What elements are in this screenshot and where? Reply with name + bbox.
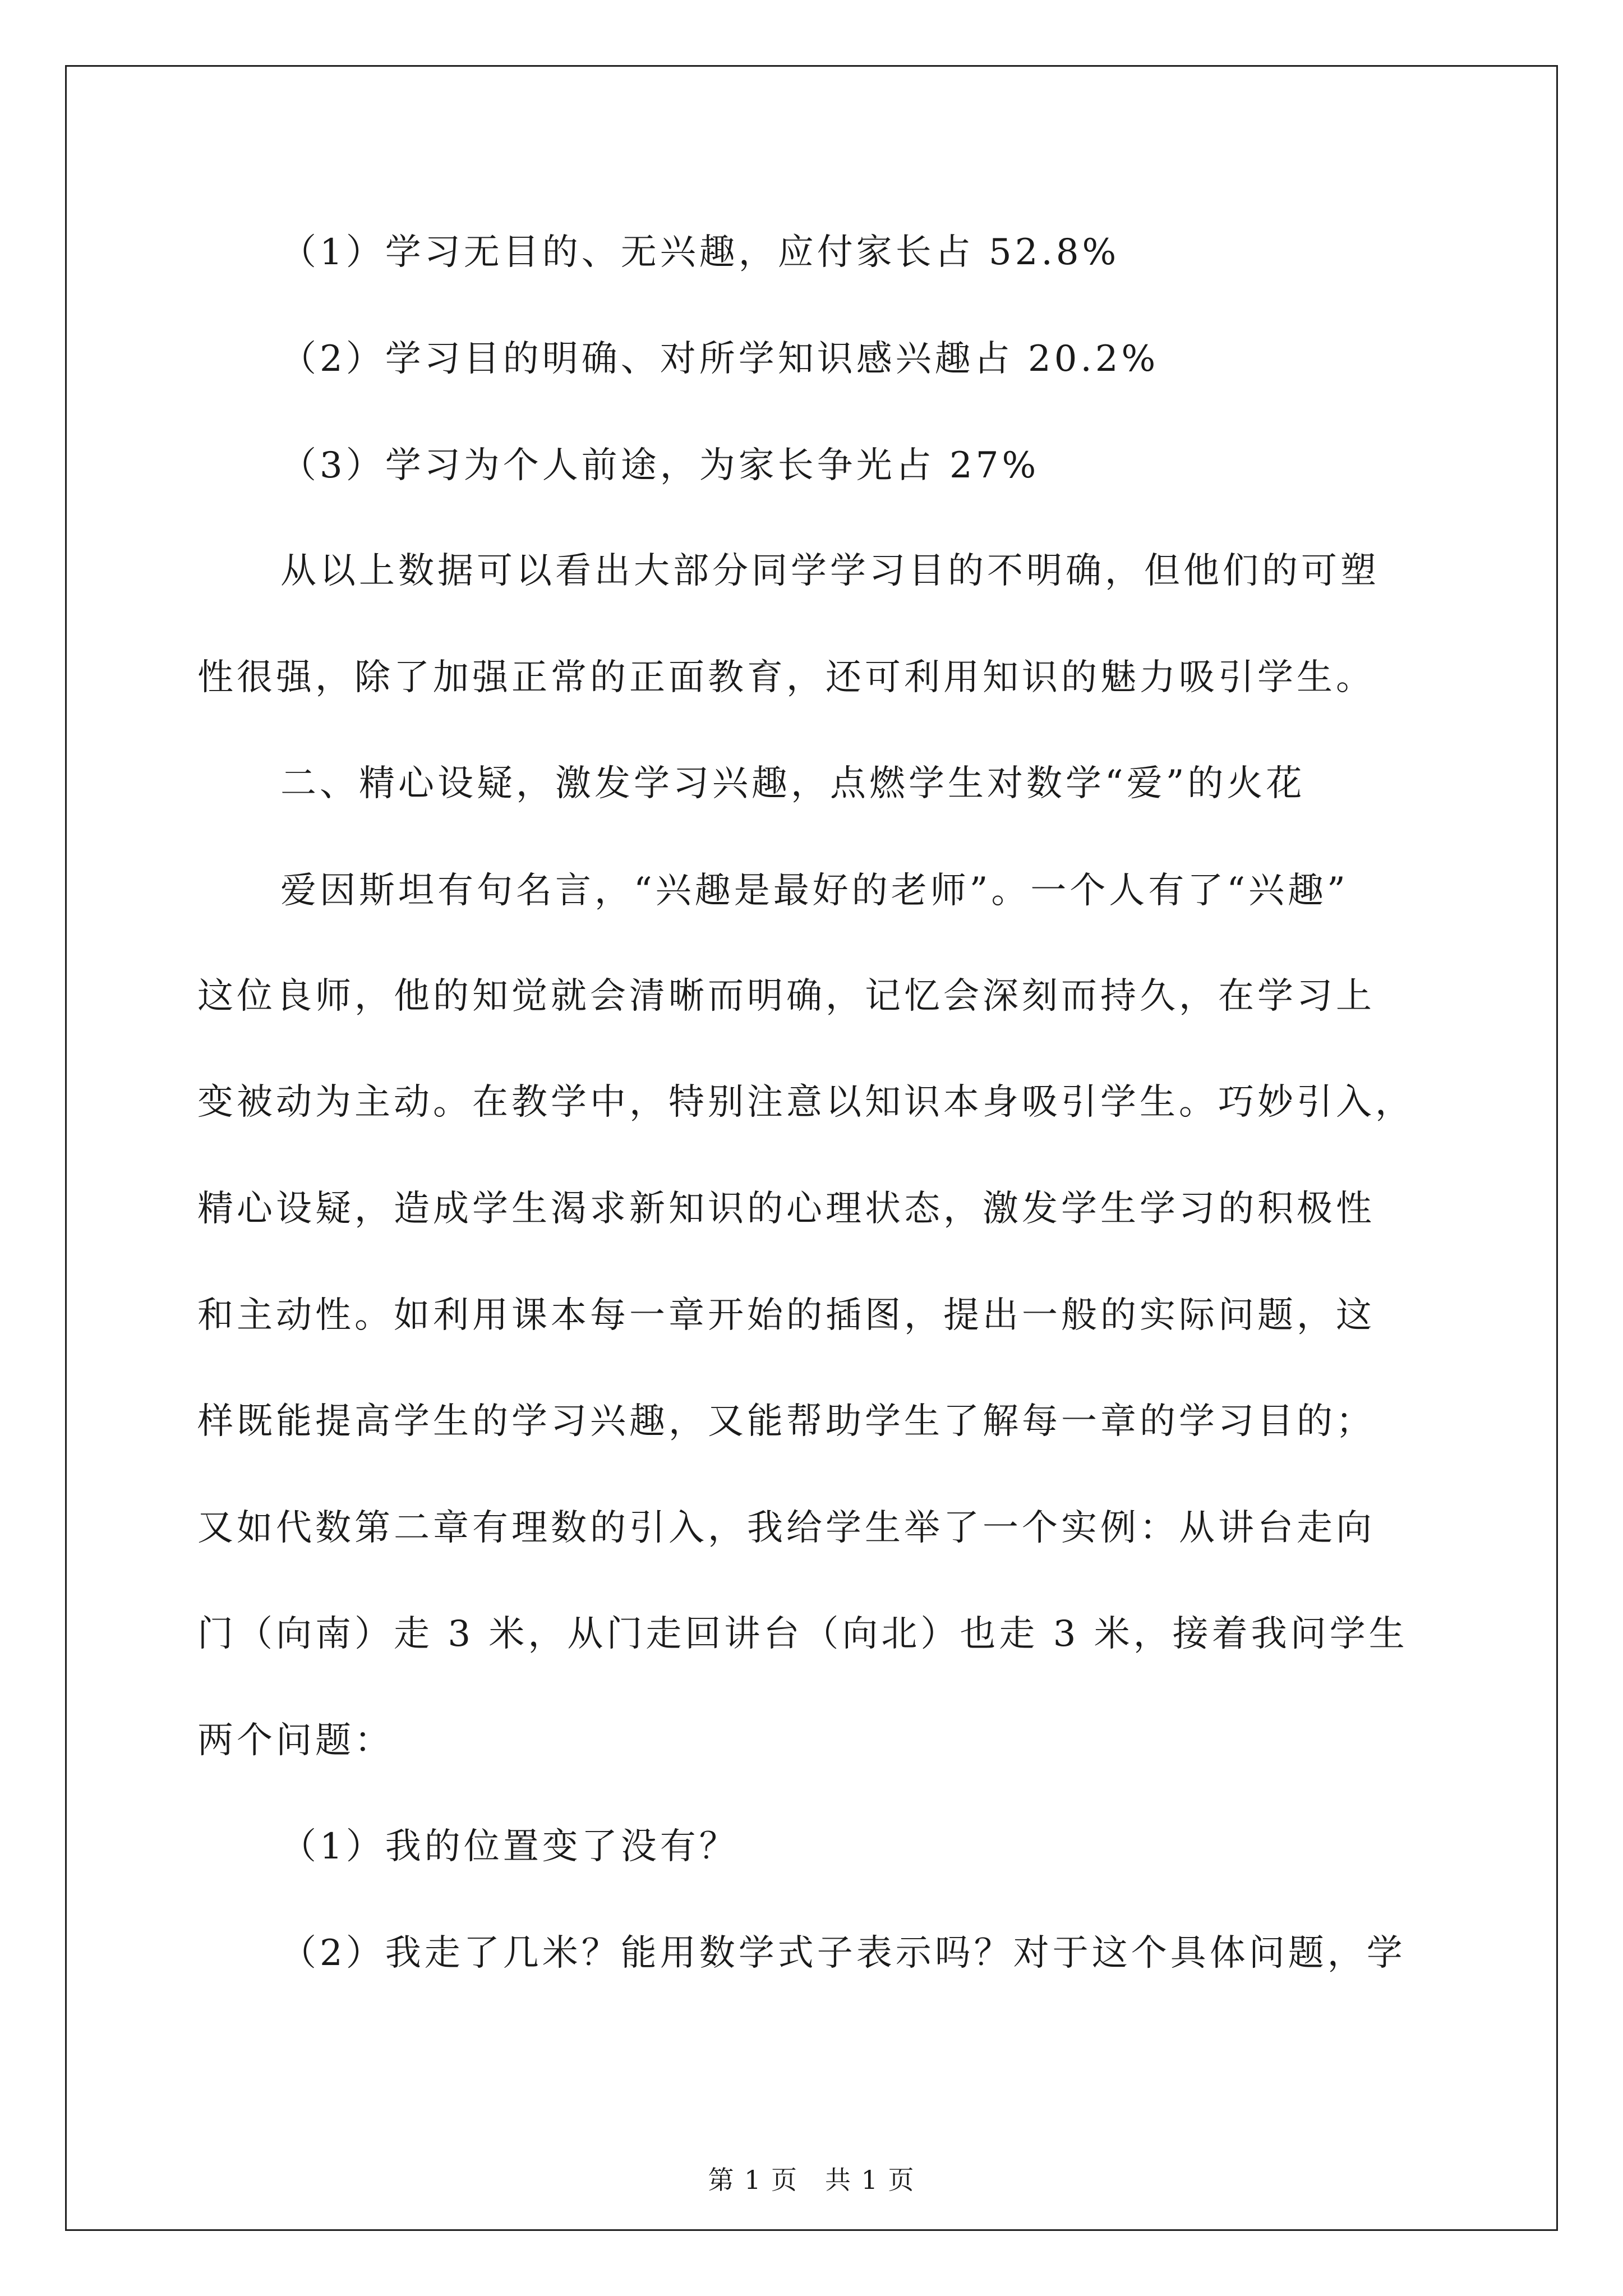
paragraph-line: 爱因斯坦有句名言，“兴趣是最好的老师”。一个人有了“兴趣” <box>280 870 1349 912</box>
paragraph-line: （2）学习目的明确、对所学知识感兴趣占 20.2% <box>280 338 1159 380</box>
section-heading: 二、精心设疑，激发学习兴趣，点燃学生对数学“爱”的火花 <box>280 763 1306 804</box>
paragraph-line: 样既能提高学生的学习兴趣，又能帮助学生了解每一章的学习目的； <box>197 1401 1375 1442</box>
paragraph-line: 从以上数据可以看出大部分同学学习目的不明确，但他们的可塑 <box>280 550 1380 592</box>
paragraph-line: 门（向南）走 3 米，从门走回讲台（向北）也走 3 米，接着我问学生 <box>197 1613 1408 1655</box>
paragraph-line: （3）学习为个人前途，为家长争光占 27% <box>280 445 1040 486</box>
paragraph-line: 精心设疑，造成学生渴求新知识的心理状态，激发学生学习的积极性 <box>197 1188 1375 1230</box>
paragraph-line: 和主动性。如利用课本每一章开始的插图，提出一般的实际问题，这 <box>197 1295 1375 1336</box>
paragraph-line: 两个问题： <box>197 1720 394 1761</box>
paragraph-line: 变被动为主动。在教学中，特别注意以知识本身吸引学生。巧妙引入， <box>197 1082 1414 1123</box>
paragraph-line: （1）我的位置变了没有？ <box>280 1826 739 1867</box>
paragraph-line: （1）学习无目的、无兴趣，应付家长占 52.8% <box>280 232 1120 273</box>
paragraph-line: 性很强，除了加强正常的正面教育，还可利用知识的魅力吸引学生。 <box>197 657 1375 698</box>
page-border <box>65 65 1558 2231</box>
paragraph-line: （2）我走了几米？能用数学式子表示吗？对于这个具体问题，学 <box>280 1932 1406 1974</box>
paragraph-line: 又如代数第二章有理数的引入，我给学生举了一个实例：从讲台走向 <box>197 1507 1375 1549</box>
page-footer: 第 1 页 共 1 页 <box>708 2165 915 2195</box>
paragraph-line: 这位良师，他的知觉就会清晰而明确，记忆会深刻而持久，在学习上 <box>197 976 1375 1017</box>
